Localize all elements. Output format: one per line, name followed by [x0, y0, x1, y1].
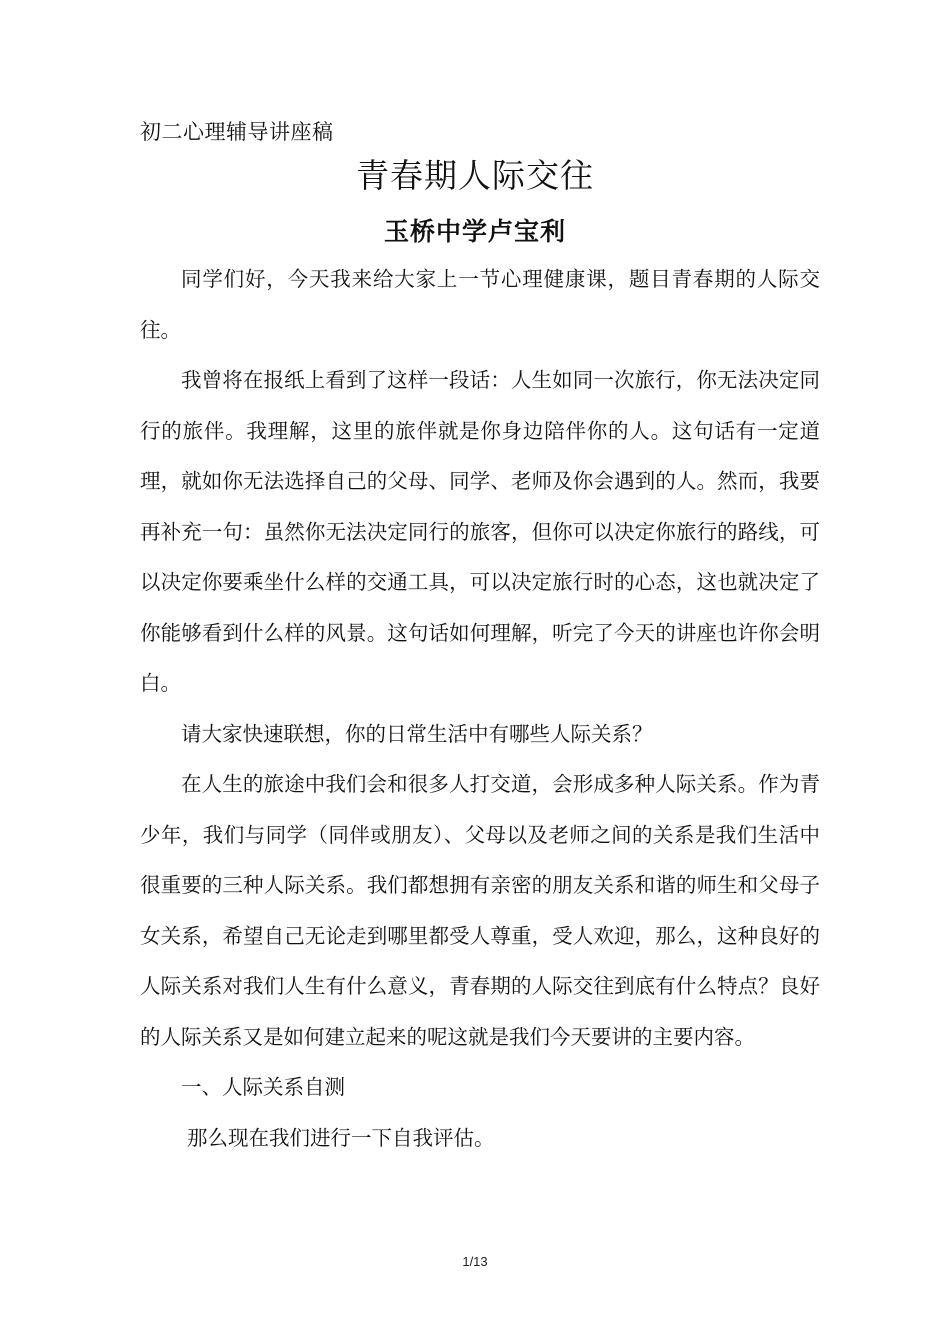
paragraph-question: 请大家快速联想，你的日常生活中有哪些人际关系？ — [181, 721, 653, 746]
document-body — [140, 254, 820, 1163]
page-title: 青春期人际交往 — [356, 156, 594, 195]
paragraph-intro: 同学们好，今天我来给大家上一节心理健康课，题目青春期的人际交往。 — [140, 267, 820, 342]
paragraph-relationships: 在人生的旅途中我们会和很多人打交道，会形成多种人际关系。作为青少年，我们与同学（同伴或朋友）、父母以及老师之间的关系是我们生活中很重要的三种人际关系。我们都想拥有亲密的朋友关系和谐的师生和父母子女关系，希望自己无论走到哪里都受人尊重，受人欢迎，那么，这种良好的人际关系对我们人生有什么意义，青春期的人际交往到底有什么特点？良好的人际关系又是如何建立起来的呢这就是我们今天要讲的主要内容。 — [140, 772, 820, 1049]
paragraph-travel-quote: 我曾将在报纸上看到了这样一段话：人生如同一次旅行，你无法决定同行的旅伴。我理解，这里的旅伴就是你身边陪伴你的人。这句话有一定道理，就如你无法选择自己的父母、同学、老师及你会遇到的人。然而，我要再补充一句：虽然你无法决定同行的旅客，但你可以决定你旅行的路线，可以决定你要乘坐什么样的交通工具，可以决定旅行时的心态，这也就决定了你能够看到什么样的风景。这句话如何理解，听完了今天的讲座也许你会明白。 — [140, 368, 820, 695]
document-label: 初二心理辅导讲座稿 — [140, 120, 334, 144]
page-number: 1/13 — [462, 1254, 488, 1269]
section-heading: 一、人际关系自测 — [181, 1075, 345, 1099]
paragraph-self-assessment: 那么现在我们进行一下自我评估。 — [187, 1125, 495, 1150]
author-subtitle: 玉桥中学卢宝利 — [383, 217, 566, 246]
